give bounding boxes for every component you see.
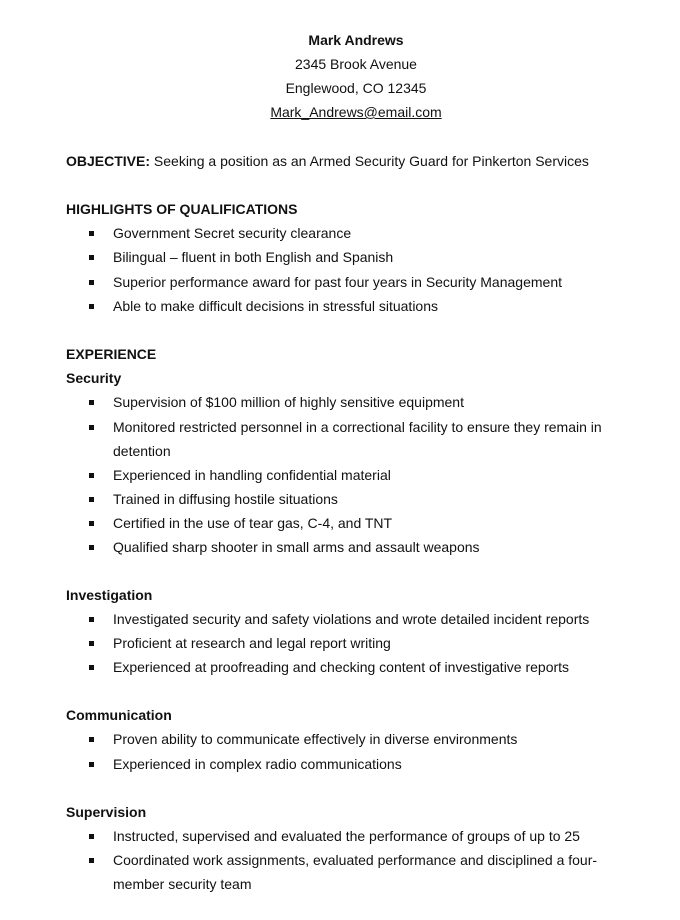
city-state-zip: Englewood, CO 12345 — [285, 80, 427, 96]
list-item: Able to make difficult decisions in stressful situations — [66, 294, 626, 318]
bullet-icon — [89, 762, 94, 767]
email-link[interactable]: Mark_Andrews@email.com — [270, 104, 442, 120]
list-item: Superior performance award for past four years in Security Management — [66, 270, 626, 294]
bullet-icon — [89, 834, 94, 839]
list-item: Experienced in handling confidential material — [66, 463, 626, 487]
investigation-heading: Investigation — [66, 587, 153, 603]
bullet-icon — [89, 617, 94, 622]
bullet-icon — [89, 641, 94, 646]
candidate-name: Mark Andrews — [308, 32, 404, 48]
bullet-icon — [89, 304, 94, 309]
bullet-icon — [89, 665, 94, 670]
list-item: Experienced in complex radio communications — [66, 752, 626, 776]
list-item: Coordinated work assignments, evaluated performance and disciplined a four-member security team — [66, 848, 626, 896]
bullet-icon — [89, 497, 94, 502]
bullet-icon — [89, 255, 94, 260]
list-item: Instructed, supervised and evaluated the performance of groups of up to 25 — [66, 824, 626, 848]
street-address: 2345 Brook Avenue — [295, 56, 417, 72]
security-heading: Security — [66, 370, 122, 386]
bullet-icon — [89, 473, 94, 478]
experience-heading: EXPERIENCE — [66, 346, 157, 362]
list-item: Trained in diffusing hostile situations — [66, 487, 626, 511]
communication-heading: Communication — [66, 707, 172, 723]
objective-text: Seeking a position as an Armed Security Guard for Pinkerton Services — [150, 153, 589, 169]
contact-header — [0, 31, 680, 127]
bullet-icon — [89, 231, 94, 236]
qualifications-heading: HIGHLIGHTS OF QUALIFICATIONS — [66, 201, 298, 217]
bullet-icon — [89, 280, 94, 285]
objective-line — [66, 152, 589, 170]
list-item: Qualified sharp shooter in small arms and assault weapons — [66, 535, 626, 559]
bullet-icon — [89, 545, 94, 550]
list-item: Government Secret security clearance — [66, 221, 626, 245]
supervision-heading: Supervision — [66, 804, 147, 820]
list-item: Investigated security and safety violations and wrote detailed incident reports — [66, 607, 626, 631]
bullet-icon — [89, 737, 94, 742]
list-item: Proficient at research and legal report writing — [66, 631, 626, 655]
list-item: Proven ability to communicate effectively in diverse environments — [66, 727, 626, 751]
bullet-icon — [89, 521, 94, 526]
list-item: Bilingual – fluent in both English and Spanish — [66, 245, 626, 269]
list-item: Monitored restricted personnel in a correctional facility to ensure they remain in detention — [66, 415, 626, 463]
list-item: Certified in the use of tear gas, C-4, and TNT — [66, 511, 626, 535]
list-item: Experienced at proofreading and checking content of investigative reports — [66, 655, 626, 679]
objective-label: OBJECTIVE: — [66, 153, 151, 169]
bullet-icon — [89, 425, 94, 430]
list-item: Supervision of $100 million of highly sensitive equipment — [66, 390, 626, 414]
bullet-icon — [89, 400, 94, 405]
bullet-icon — [89, 858, 94, 863]
